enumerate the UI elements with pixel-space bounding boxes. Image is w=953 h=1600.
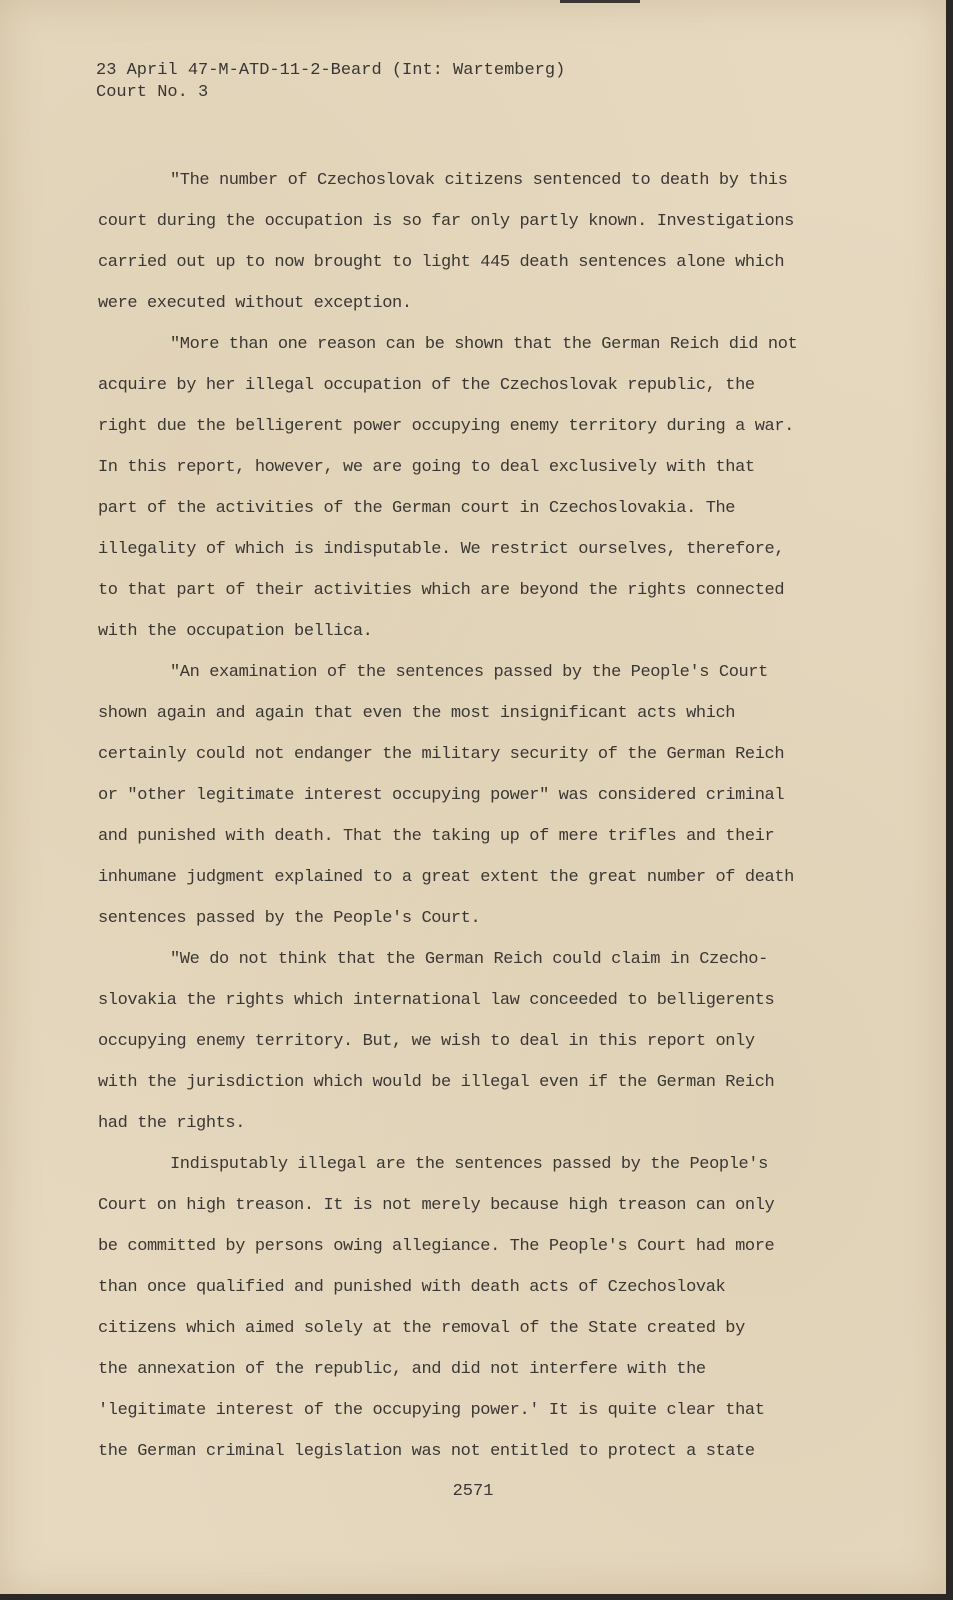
text-line: carried out up to now brought to light 445 death sentences alone which <box>98 253 785 272</box>
header-reference-line: 23 April 47-M-ATD-11-2-Beard (Int: Wartemberg) <box>96 61 566 80</box>
text-line: In this report, however, we are going to deal exclusively with that <box>98 458 755 477</box>
header-court-line: Court No. 3 <box>96 83 209 102</box>
text-line: inhumane judgment explained to a great extent the great number of death <box>98 868 794 887</box>
text-line: "We do not think that the German Reich could claim in Czecho- <box>170 950 768 969</box>
text-line: Court on high treason. It is not merely because high treason can only <box>98 1196 775 1215</box>
text-line: acquire by her illegal occupation of the Czechoslovak republic, the <box>98 376 755 395</box>
text-line: right due the belligerent power occupying enemy territory during a war. <box>98 417 794 436</box>
text-line: and punished with death. That the taking up of mere trifles and their <box>98 827 775 846</box>
text-line: part of the activities of the German court in Czechoslovakia. The <box>98 499 736 518</box>
text-line: the annexation of the republic, and did not interfere with the <box>98 1360 706 1379</box>
text-line: the German criminal legislation was not entitled to protect a state <box>98 1442 755 1461</box>
text-line: court during the occupation is so far only partly known. Investigations <box>98 212 794 231</box>
document-body <box>98 160 838 1472</box>
text-line: with the occupation bellica. <box>98 622 373 641</box>
text-line: with the jurisdiction which would be illegal even if the German Reich <box>98 1073 775 1092</box>
text-line: be committed by persons owing allegiance. The People's Court had more <box>98 1237 775 1256</box>
text-line: shown again and again that even the most insignificant acts which <box>98 704 736 723</box>
text-line: sentences passed by the People's Court. <box>98 909 481 928</box>
text-line: than once qualified and punished with death acts of Czechoslovak <box>98 1278 726 1297</box>
document-header <box>96 60 565 104</box>
page-number: 2571 <box>452 1482 494 1501</box>
text-line: had the rights. <box>98 1114 246 1133</box>
text-line: certainly could not endanger the military security of the German Reich <box>98 745 785 764</box>
text-line: to that part of their activities which are beyond the rights connected <box>98 581 785 600</box>
text-line: or "other legitimate interest occupying power" was considered criminal <box>98 786 785 805</box>
text-line: were executed without exception. <box>98 294 412 313</box>
text-line: slovakia the rights which international law conceeded to belligerents <box>98 991 775 1010</box>
text-line: "The number of Czechoslovak citizens sentenced to death by this <box>170 171 788 190</box>
text-line: citizens which aimed solely at the removal of the State created by <box>98 1319 745 1338</box>
text-line: 'legitimate interest of the occupying power.' It is quite clear that <box>98 1401 765 1420</box>
top-edge-mark <box>560 0 640 3</box>
text-line: "An examination of the sentences passed by the People's Court <box>170 663 768 682</box>
text-line: occupying enemy territory. But, we wish to deal in this report only <box>98 1032 755 1051</box>
text-line: illegality of which is indisputable. We restrict ourselves, therefore, <box>98 540 785 559</box>
text-line: "More than one reason can be shown that the German Reich did not <box>170 335 798 354</box>
text-line: Indisputably illegal are the sentences passed by the People's <box>170 1155 768 1174</box>
